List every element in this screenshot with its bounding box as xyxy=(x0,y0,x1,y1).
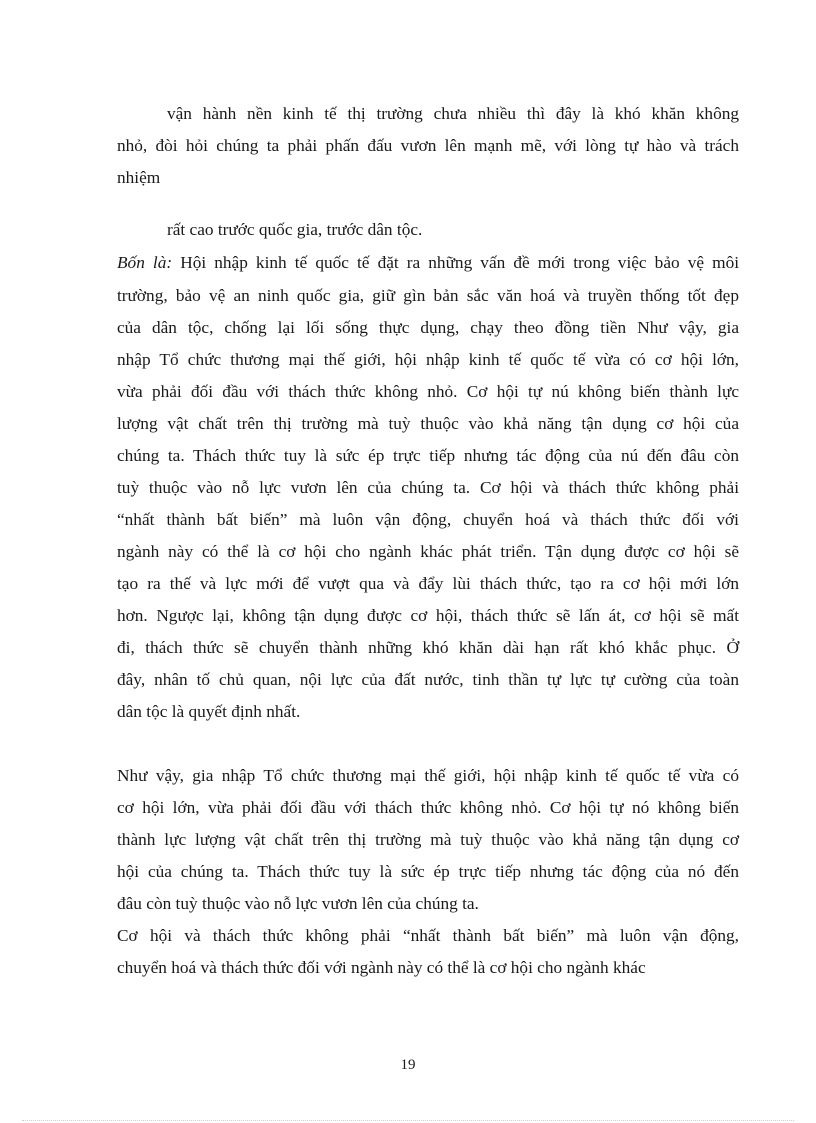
text-line: tạo ra thế và lực mới để vượt qua và đẩy lùi thách thức, tạo ra cơ hội mới lớn xyxy=(117,574,739,593)
text-span: Hội nhập kinh tế quốc tế đặt ra những vấn đề mới trong việc bảo vệ môi xyxy=(172,253,740,272)
text-line: đây, nhân tố chủ quan, nội lực của đất nước, tinh thần tự lực tự cường của toàn xyxy=(117,670,739,689)
text-line: chuyển hoá và thách thức đối với ngành này có thể là cơ hội cho ngành khác xyxy=(117,958,646,977)
text-line: nhiệm xyxy=(117,168,161,187)
text-line: đi, thách thức sẽ chuyển thành những khó khăn dài hạn rất khó khắc phục. Ở xyxy=(117,638,739,657)
text-line: ngành này có thể là cơ hội cho ngành khác phát triển. Tận dụng được cơ hội sẽ xyxy=(117,542,739,561)
text-line: cơ hội lớn, vừa phải đối đầu với thách thức không nhỏ. Cơ hội tự nó không biến xyxy=(117,798,739,817)
text-line: rất cao trước quốc gia, trước dân tộc. xyxy=(167,220,423,239)
text-line: vận hành nền kinh tế thị trường chưa nhiều thì đây là khó khăn không xyxy=(167,104,739,123)
text-line: lượng vật chất trên thị trường mà tuỳ thuộc vào khả năng tận dụng cơ hội của xyxy=(117,414,739,433)
text-line: trường, bảo vệ an ninh quốc gia, giữ gìn bản sắc văn hoá và truyền thống tốt đẹp xyxy=(117,286,739,305)
text-line: Như vậy, gia nhập Tổ chức thương mại thế giới, hội nhập kinh tế quốc tế vừa có xyxy=(117,766,739,785)
text-line: thành lực lượng vật chất trên thị trường mà tuỳ thuộc vào khả năng tận dụng cơ xyxy=(117,830,739,849)
text-line: nhỏ, đòi hỏi chúng ta phải phấn đấu vươn lên mạnh mẽ, với lòng tự hào và trách xyxy=(117,136,739,155)
text-line: dân tộc là quyết định nhất. xyxy=(117,702,301,721)
text-line: hơn. Ngược lại, không tận dụng được cơ hội, thách thức sẽ lấn át, cơ hội sẽ mất xyxy=(117,606,739,625)
text-line: tuỳ thuộc vào nỗ lực vươn lên của chúng ta. Cơ hội và thách thức không phải xyxy=(117,478,739,497)
text-line: chúng ta. Thách thức tuy là sức ép trực tiếp nhưng tác động của nú đến đâu còn xyxy=(117,446,739,465)
text-line: hội của chúng ta. Thách thức tuy là sức ép trực tiếp nhưng tác động của nó đến xyxy=(117,862,739,881)
page-bottom-divider xyxy=(22,1120,794,1121)
text-line-with-label xyxy=(117,252,739,274)
text-line: đâu còn tuỳ thuộc vào nỗ lực vươn lên của chúng ta. xyxy=(117,894,479,913)
text-line: vừa phải đối đầu với thách thức không nhỏ. Cơ hội tự nú không biến thành lực xyxy=(117,382,739,401)
page-number: 19 xyxy=(400,1057,416,1073)
text-line: Cơ hội và thách thức không phải “nhất thành bất biến” mà luôn vận động, xyxy=(117,926,739,945)
text-line: “nhất thành bất biến” mà luôn vận động, chuyển hoá và thách thức đối với xyxy=(117,510,739,529)
paragraph-lead-label: Bốn là: xyxy=(117,253,173,272)
text-line: nhập Tổ chức thương mại thế giới, hội nhập kinh tế quốc tế vừa có cơ hội lớn, xyxy=(117,350,739,369)
text-line: của dân tộc, chống lại lối sống thực dụng, chạy theo đồng tiền Như vậy, gia xyxy=(117,318,739,337)
